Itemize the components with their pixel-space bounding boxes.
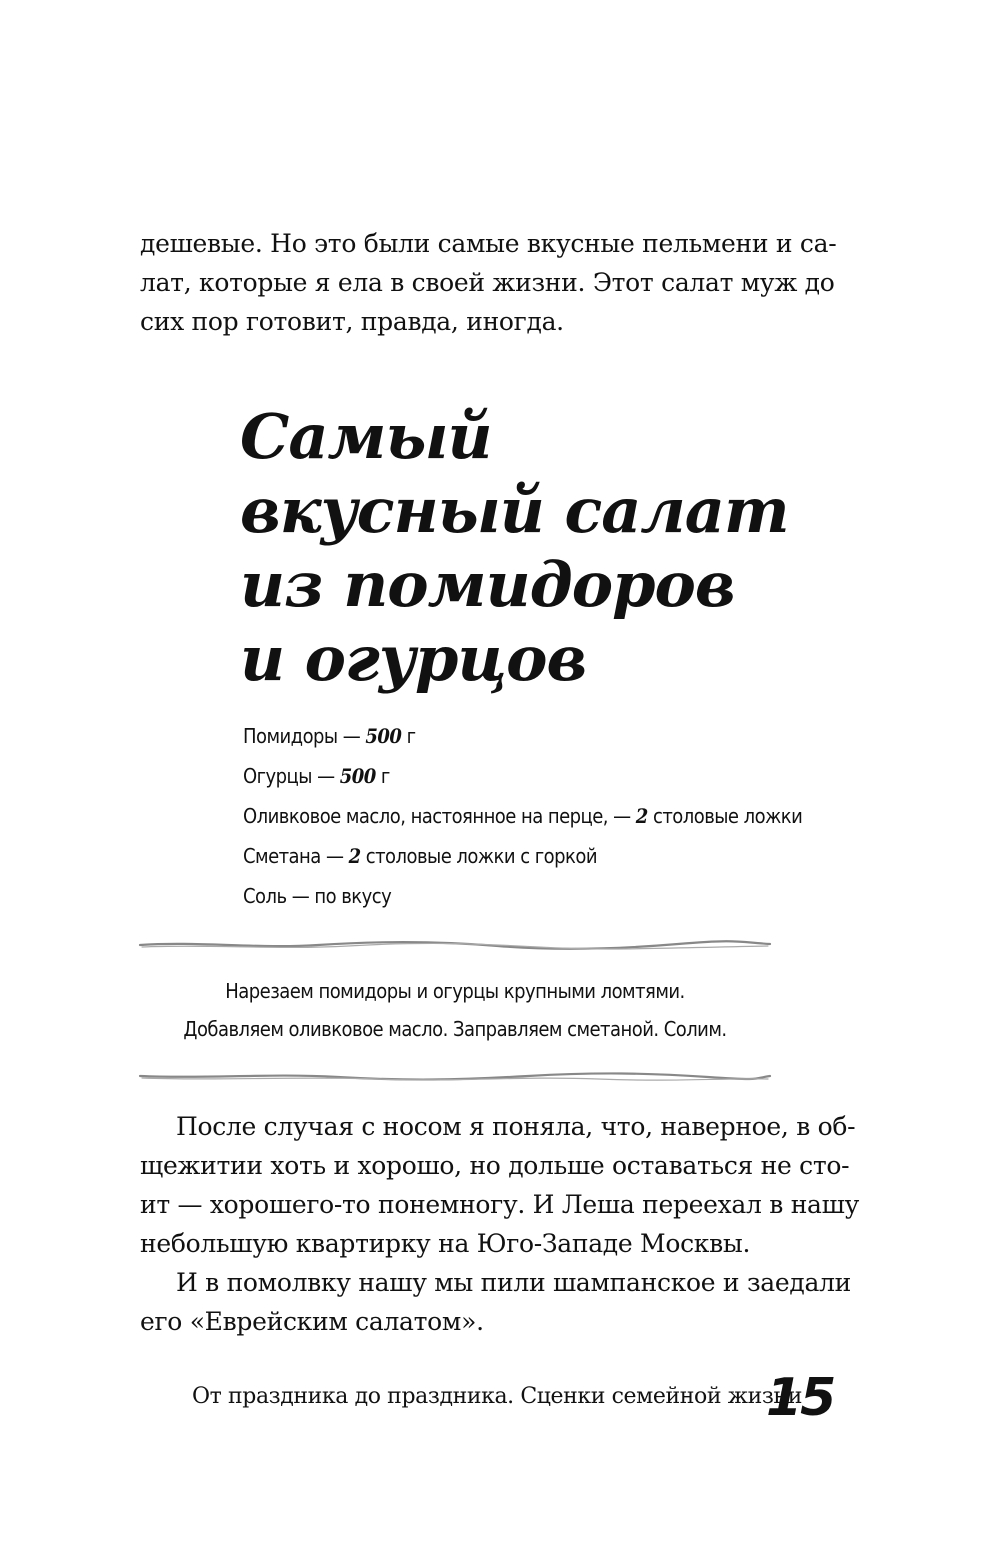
page-number: 15 [766, 1368, 835, 1428]
ingredient-list [243, 716, 802, 916]
ingredient-quantity: 2 [348, 844, 361, 868]
text-line: лат, которые я ела в своей жизни. Этот салат муж до [140, 268, 835, 297]
ingredient-unit: г [375, 764, 390, 788]
text-line: небольшую квартирку на Юго-Западе Москвы. [140, 1229, 751, 1258]
ingredient-unit: столовые ложки [647, 804, 803, 828]
text-line: И в помолвку нашу мы пили шампанское и заедали [176, 1268, 852, 1297]
ingredient-unit: столовые ложки с горкой [360, 844, 597, 868]
wavy-divider-top [138, 938, 772, 952]
text-line: ит — хорошего-то понемногу. И Леша переехал в нашу [140, 1190, 860, 1219]
title-line: вкусный салат [240, 474, 789, 547]
ingredient-item [243, 716, 802, 756]
ingredient-name: Оливковое масло, настоянное на перце, — [243, 804, 636, 828]
instruction-line: Добавляем оливковое масло. Заправляем сметаной. Солим. [183, 1017, 727, 1041]
running-footer-title: От праздника до праздника. Сценки семейной жизни [192, 1384, 802, 1409]
text-line: его «Еврейским салатом». [140, 1307, 484, 1336]
ingredient-item [243, 756, 802, 796]
ingredient-name: Сметана — [243, 844, 349, 868]
story-paragraph [140, 1107, 860, 1341]
instruction-line: Нарезаем помидоры и огурцы крупными ломтями. [225, 979, 685, 1003]
text-line: дешевые. Но это были самые вкусные пельмени и са- [140, 229, 837, 258]
text-line: сих пор готовит, правда, иногда. [140, 307, 564, 336]
ingredient-quantity: 2 [635, 804, 648, 828]
intro-paragraph [140, 224, 837, 341]
ingredient-quantity: 500 [365, 724, 402, 748]
ingredient-item [243, 836, 802, 876]
text-line: После случая с носом я поняла, что, наверное, в об- [176, 1112, 856, 1141]
ingredient-unit: г [401, 724, 416, 748]
ingredient-name: Соль — по вкусу [243, 884, 392, 908]
ingredient-item [243, 796, 802, 836]
ingredient-name: Помидоры — [243, 724, 366, 748]
title-line: Самый [240, 400, 492, 473]
ingredient-item [243, 876, 802, 916]
title-line: из помидоров [240, 548, 735, 621]
wavy-divider-bottom [138, 1070, 772, 1084]
ingredient-quantity: 500 [339, 764, 376, 788]
text-line: щежитии хоть и хорошо, но дольше оставаться не сто- [140, 1151, 850, 1180]
title-line: и огурцов [240, 622, 587, 695]
recipe-instructions [140, 972, 770, 1048]
recipe-title [240, 400, 789, 696]
ingredient-name: Огурцы — [243, 764, 340, 788]
